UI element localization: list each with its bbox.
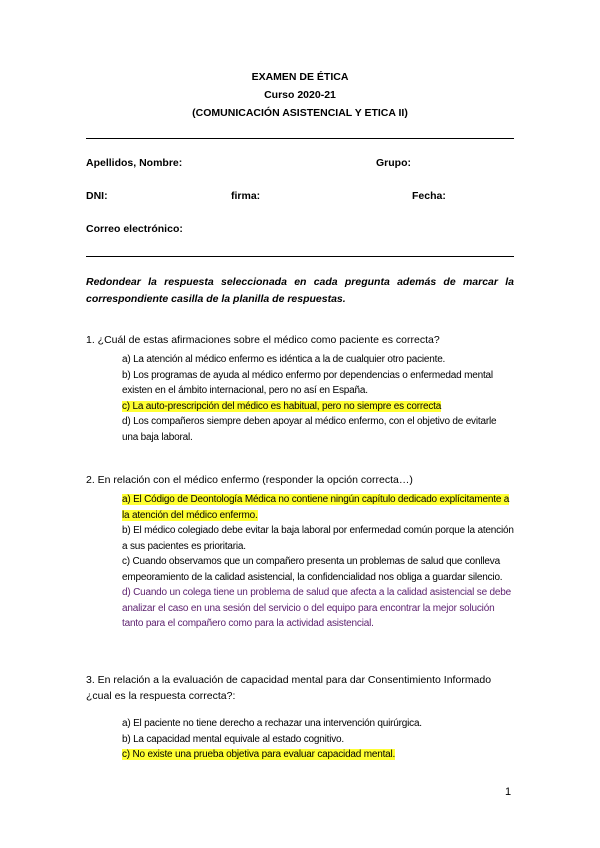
question-2: 2. En relación con el médico enfermo (responder la opción correcta…) bbox=[86, 474, 413, 486]
q1-option-a: a) La atención al médico enfermo es idéntica a la de cualquier otro paciente. bbox=[122, 354, 446, 365]
q1-option-d: d) Los compañeros siempre deben apoyar al médico enfermo, con el objetivo de evitarle una baja laboral. bbox=[122, 416, 497, 443]
course-year: Curso 2020-21 bbox=[264, 89, 336, 101]
divider-bottom bbox=[86, 256, 514, 257]
divider-top bbox=[86, 138, 514, 139]
q3-option-a: a) El paciente no tiene derecho a rechazar una intervención quirúrgica. bbox=[122, 718, 422, 729]
instructions: Redondear la respuesta seleccionada en cada pregunta además de marcar la correspondiente casilla de la planilla de respuestas. bbox=[86, 276, 514, 305]
question-1-options bbox=[122, 352, 514, 445]
page-number: 1 bbox=[505, 786, 512, 798]
email-field-label: Correo electrónico: bbox=[86, 223, 183, 235]
q3-option-c: c) No existe una prueba objetiva para evaluar capacidad mental. bbox=[122, 749, 396, 760]
signature-field-label: firma: bbox=[231, 190, 261, 202]
q2-option-d: d) Cuando un colega tiene un problema de salud que afecta a la calidad asistencial se debe analizar el caso en una sesión del servicio o del equipo para encontrar la mejor solución tanto para el compañero como para la actividad asistencial. bbox=[122, 587, 511, 629]
dni-field-label: DNI: bbox=[86, 190, 108, 202]
group-field-label: Grupo: bbox=[376, 157, 411, 169]
question-3-options bbox=[122, 716, 514, 763]
question-1: 1. ¿Cuál de estas afirmaciones sobre el médico como paciente es correcta? bbox=[86, 334, 440, 346]
subject-title: (COMUNICACIÓN ASISTENCIAL Y ETICA II) bbox=[192, 107, 408, 119]
question-3: 3. En relación a la evaluación de capacidad mental para dar Consentimiento Informado ¿cual es la respuesta correcta?: bbox=[86, 674, 492, 702]
name-field-label: Apellidos, Nombre: bbox=[86, 157, 183, 169]
q1-option-b: b) Los programas de ayuda al médico enfermo por dependencias o enfermedad mental existen en el ámbito internacional, pero no así en España. bbox=[122, 369, 493, 396]
q2-option-a: a) El Código de Deontología Médica no contiene ningún capítulo dedicado explícitamente a la atención del médico enfermo. bbox=[122, 494, 510, 521]
exam-title: EXAMEN DE ÉTICA bbox=[251, 71, 349, 83]
q1-option-c: c) La auto-prescripción del médico es habitual, pero no siempre es correcta bbox=[122, 400, 442, 412]
question-2-options bbox=[122, 492, 514, 632]
q2-option-b: b) El médico colegiado debe evitar la baja laboral por enfermedad común porque la atención a sus pacientes es prioritaria. bbox=[122, 525, 514, 552]
q3-option-b: b) La capacidad mental equivale al estado cognitivo. bbox=[122, 733, 344, 745]
date-field-label: Fecha: bbox=[412, 190, 446, 202]
q2-option-c: c) Cuando observamos que un compañero presenta un problemas de salud que conlleva empeoramiento de la calidad asistencial, la confidencialidad nos obliga a guardar silencio. bbox=[122, 556, 503, 583]
